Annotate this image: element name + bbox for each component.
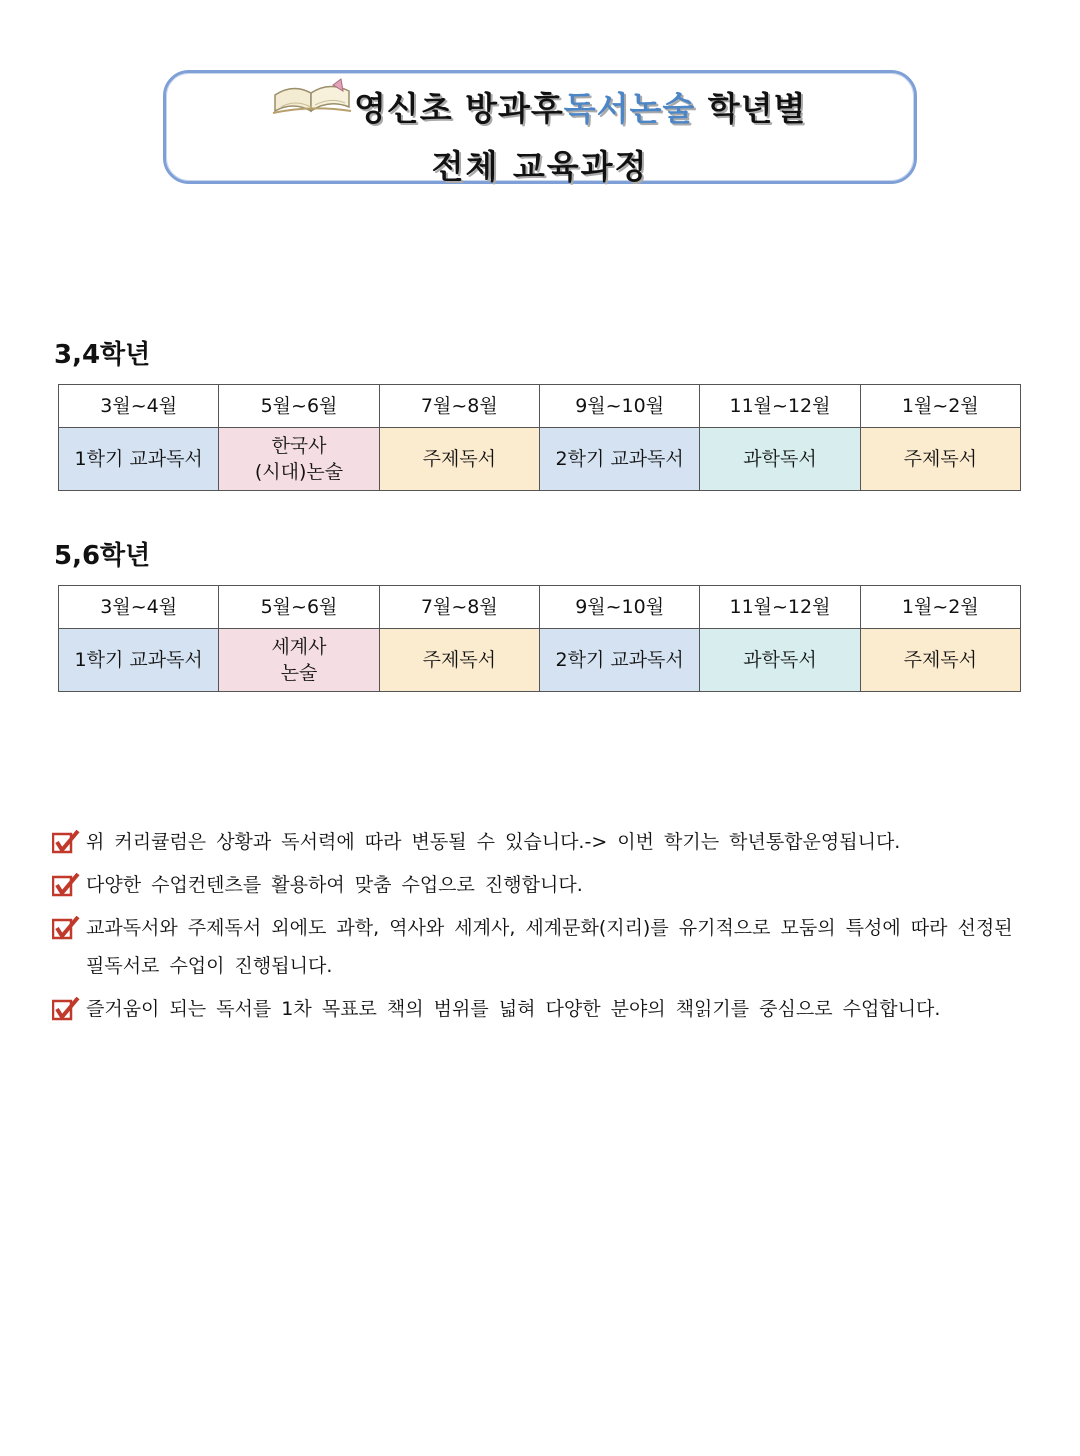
note-item [52, 866, 1028, 904]
cell-text: 주제독서 [422, 448, 497, 470]
checkbox-check-icon [52, 916, 80, 940]
table-row [59, 629, 1021, 692]
open-book-icon [271, 77, 353, 117]
month-header: 3월~4월 [59, 385, 219, 428]
month-header: 11월~12월 [700, 385, 860, 428]
curriculum-cell [219, 629, 379, 692]
cell-text: 2학기 교과독서 [555, 448, 684, 470]
title-line-2: 전체 교육과정 [431, 147, 649, 186]
cell-text: 한국사 [271, 435, 327, 457]
cell-text-2: 논술 [280, 662, 318, 684]
curriculum-cell [379, 629, 539, 692]
grade34-schedule-table [58, 384, 1021, 491]
cell-text: 과학독서 [743, 448, 817, 470]
checkbox-check-icon [52, 873, 80, 897]
note-text: 즐거움이 되는 독서를 1차 목표로 책의 범위를 넓혀 다양한 분야의 책읽기를 중심으로 수업합니다. [86, 998, 941, 1020]
month-header: 1월~2월 [860, 385, 1020, 428]
curriculum-cell [539, 629, 699, 692]
note-text: 다양한 수업컨텐츠를 활용하여 맞춤 수업으로 진행합니다. [86, 874, 583, 896]
month-header: 9월~10월 [539, 385, 699, 428]
cell-text: 과학독서 [743, 649, 817, 671]
note-item [52, 823, 1028, 861]
curriculum-cell [860, 629, 1020, 692]
notes-list [52, 823, 1028, 1028]
curriculum-cell [59, 629, 219, 692]
table-header-row [59, 385, 1021, 428]
month-header: 9월~10월 [539, 586, 699, 629]
curriculum-cell [860, 428, 1020, 491]
curriculum-cell [700, 629, 860, 692]
title-banner [163, 70, 917, 184]
cell-text: 주제독서 [903, 448, 978, 470]
month-header: 5월~6월 [219, 586, 379, 629]
month-header: 1월~2월 [860, 586, 1020, 629]
cell-text: 세계사 [271, 636, 327, 658]
table-header-row [59, 586, 1021, 629]
curriculum-cell [379, 428, 539, 491]
month-header: 7월~8월 [379, 385, 539, 428]
curriculum-cell [219, 428, 379, 491]
curriculum-cell [539, 428, 699, 491]
note-text: 교과독서와 주제독서 외에도 과학, 역사와 세계사, 세계문화(지리)를 유기적으로 모둠의 특성에 따라 선정된 필독서로 수업이 진행됩니다. [86, 917, 1013, 977]
checkbox-check-icon [52, 830, 80, 854]
curriculum-cell [59, 428, 219, 491]
cell-text: 1학기 교과독서 [74, 448, 203, 470]
table-row [59, 428, 1021, 491]
grade56-heading: 5,6학년 [54, 541, 151, 571]
cell-text-2: (시대)논술 [254, 461, 344, 483]
month-header: 7월~8월 [379, 586, 539, 629]
cell-text: 1학기 교과독서 [74, 649, 203, 671]
title-part-2: 학년별 [695, 89, 807, 128]
grade56-schedule-table [58, 585, 1021, 692]
title-line-1 [354, 83, 806, 130]
note-item [52, 909, 1028, 985]
month-header: 11월~12월 [700, 586, 860, 629]
grade34-heading: 3,4학년 [54, 340, 151, 370]
month-header: 3월~4월 [59, 586, 219, 629]
month-header: 5월~6월 [219, 385, 379, 428]
cell-text: 2학기 교과독서 [555, 649, 684, 671]
curriculum-cell [700, 428, 860, 491]
cell-text: 주제독서 [422, 649, 497, 671]
checkbox-check-icon [52, 997, 80, 1021]
note-item [52, 990, 1028, 1028]
cell-text: 주제독서 [903, 649, 978, 671]
title-part-1: 영신초 방과후 [354, 89, 564, 128]
note-text: 위 커리큘럼은 상황과 독서력에 따라 변동될 수 있습니다.-> 이번 학기는 학년통합운영됩니다. [86, 831, 901, 853]
title-highlight: 독서논술 [563, 89, 696, 128]
